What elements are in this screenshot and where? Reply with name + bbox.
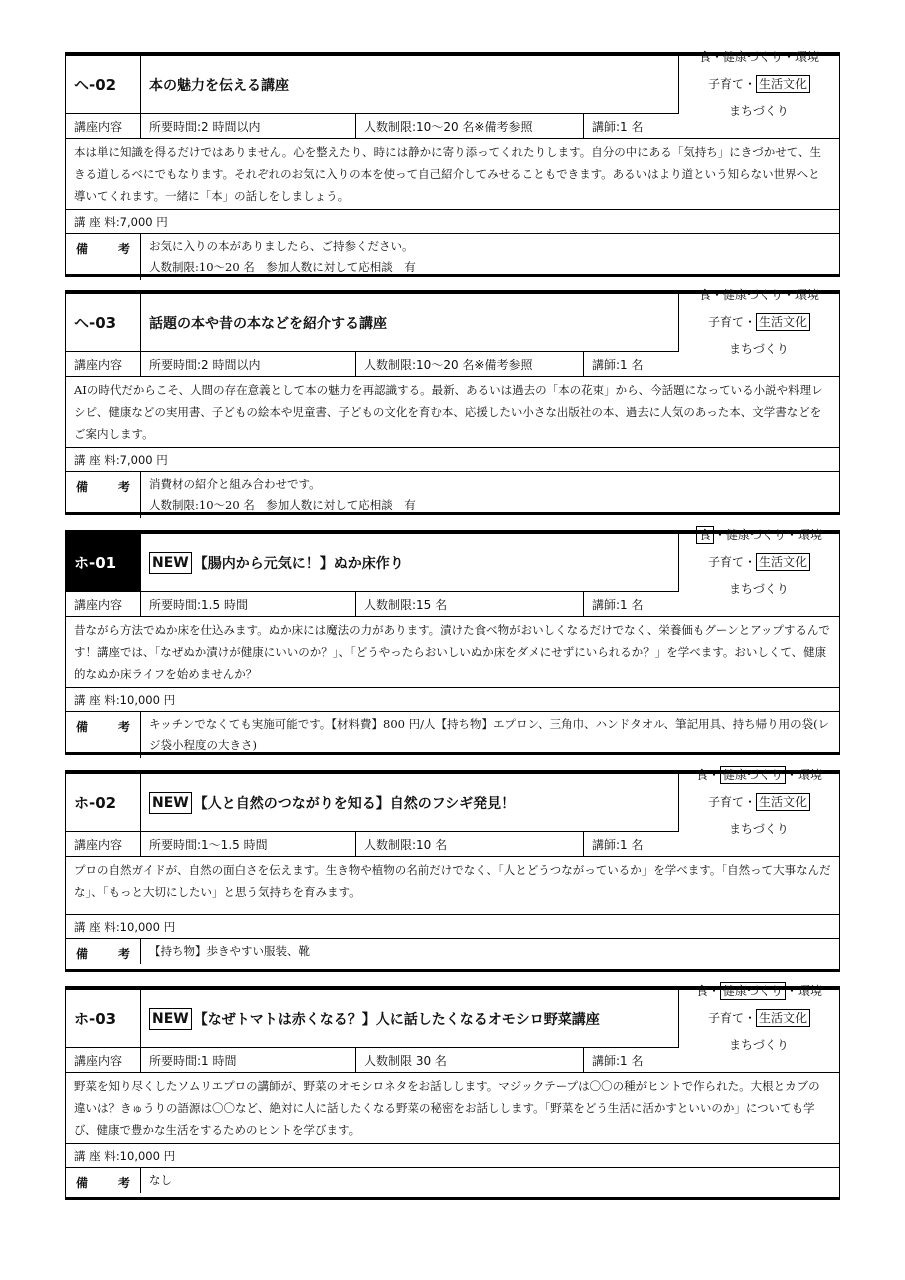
category-community: まちづくり <box>729 822 789 836</box>
category-line-1 <box>696 522 822 549</box>
category-environment: 環境 <box>795 288 820 302</box>
notes-label <box>66 712 141 758</box>
duration: 所要時間:1～1.5 時間 <box>141 832 356 856</box>
separator: ・ <box>710 288 723 302</box>
separator: ・ <box>713 528 726 542</box>
capacity: 人数制限:10～20 名※備考参照 <box>356 352 584 376</box>
separator: ・ <box>786 528 799 542</box>
course-meta <box>66 831 679 856</box>
category-lifestyle-culture-selected: 生活文化 <box>756 75 810 93</box>
notes-text <box>141 472 839 518</box>
instructors: 講師:1 名 <box>592 597 644 612</box>
capacity: 人数制限:15 名 <box>356 592 584 616</box>
notes-label <box>66 234 141 280</box>
separator: ・ <box>743 315 756 329</box>
course-description: 昔ながら方法でぬか床を仕込みます。ぬか床には魔法の力があります。漬けた食べ物がおいしくなるだけでなく、栄養価もグーンとアップするんです！講座では、「なぜぬか漬けが健康にいいのか？」、「どうやったらおいしいぬか床をダメにせずにいられるか？」を学べます。おいしくて、健康的なぬか床ライフを始めませんか？ <box>66 616 839 687</box>
category-line-2 <box>708 309 810 336</box>
separator: ・ <box>783 288 796 302</box>
instructors: 講師:1 名 <box>592 837 644 852</box>
notes-label-char: 備 <box>76 1176 89 1190</box>
duration: 所要時間:2 時間以内 <box>141 352 356 376</box>
notes-label-char: 備 <box>76 947 89 961</box>
course-description: 野菜を知り尽くしたソムリエプロの講師が、野菜のオモシロネタをお話しします。マジックテープは〇〇の種がヒントで作られた。大根とカブの違いは？きゅうりの語源は〇〇など、絶対に人に話したくなる野菜の秘密をお話しします。「野菜をどう生活に活かすといいのか」についても学び、健康で豊かな生活をするためのヒントを学びます。 <box>66 1072 839 1143</box>
course-header <box>66 50 839 118</box>
course-card <box>65 986 840 1200</box>
category-health-selected: 健康づくり <box>720 766 786 784</box>
notes-text <box>141 1168 839 1193</box>
category-line-2 <box>708 71 810 98</box>
category-line-1 <box>699 44 819 71</box>
note-line: 人数制限:10～20 名 参加人数に対して応相談 有 <box>149 498 416 512</box>
instructors: 講師:1 名 <box>592 1053 644 1068</box>
notes-label-char: 備 <box>76 720 89 734</box>
course-header <box>66 984 839 1052</box>
category-childcare: 子育て <box>707 795 744 809</box>
course-card <box>65 770 840 972</box>
category-lifestyle-culture-selected: 生活文化 <box>756 1009 810 1027</box>
notes-text <box>141 234 839 280</box>
category-community: まちづくり <box>729 342 789 356</box>
category-environment: 環境 <box>798 528 823 542</box>
course-header <box>66 768 839 836</box>
instructors: 講師:1 名 <box>592 357 644 372</box>
notes-label-char: 考 <box>117 720 130 734</box>
fee-value: :7,000 円 <box>115 214 168 229</box>
category-list <box>679 288 839 356</box>
course-title-text: 本の魅力を伝える講座 <box>149 77 289 94</box>
note-line: キッチンでなくても実施可能です。【材料費】800 円/人【持ち物】エプロン、三角巾、ハンドタオル、筆記用具、持ち帰り用の袋(レジ袋小程度の大きさ) <box>149 717 830 752</box>
course-title <box>141 774 679 831</box>
separator: ・ <box>743 795 756 809</box>
course-notes <box>66 233 839 280</box>
notes-label <box>66 1168 141 1193</box>
notes-label-char: 備 <box>76 480 89 494</box>
category-line-1 <box>696 762 822 789</box>
duration: 所要時間:1.5 時間 <box>141 592 356 616</box>
content-label: 講座内容 <box>66 832 141 856</box>
category-childcare: 子育て <box>707 555 744 569</box>
category-line-2 <box>708 549 810 576</box>
course-description: 本は単に知識を得るだけではありません。心を整えたり、時には静かに寄り添ってくれたりします。自分の中にある「気持ち」にきづかせて、生きる道しるべにでもなります。それぞれのお気に入りの本を使って自己紹介してみせることもできます。あるいはより道という知らない世界へと導いてくれます。一緒に「本」の話しをしましょう。 <box>66 138 839 209</box>
fee-label: 講 座 料 <box>74 214 116 229</box>
course-title <box>141 294 679 351</box>
content-label: 講座内容 <box>66 114 141 138</box>
course-meta <box>66 591 679 616</box>
course-title-text: 【人と自然のつながりを知る】自然のフシギ発見！ <box>193 795 516 812</box>
category-food-selected: 食 <box>696 526 714 544</box>
category-food: 食 <box>695 984 708 998</box>
category-lifestyle-culture-selected: 生活文化 <box>756 793 810 811</box>
course-header <box>66 288 839 356</box>
course-header <box>66 528 839 596</box>
notes-label-char: 考 <box>117 242 130 256</box>
course-description: プロの自然ガイドが、自然の面白さを伝えます。生き物や植物の名前だけでなく、「人とどうつながっているか」を学べます。「自然って大事なんだな」、「もっと大切にしたい」と思う気持ちを育みます。 <box>66 856 839 914</box>
separator: ・ <box>786 768 799 782</box>
course-title <box>141 56 679 113</box>
new-badge: NEW <box>149 1008 192 1030</box>
course-card <box>65 52 840 277</box>
category-childcare: 子育て <box>707 77 744 91</box>
course-meta <box>66 1047 679 1072</box>
new-badge: NEW <box>149 792 192 814</box>
note-line: 消費材の紹介と組み合わせです。 <box>149 477 321 491</box>
category-line-1 <box>696 978 822 1005</box>
category-food: 食 <box>695 768 708 782</box>
notes-text <box>141 712 839 758</box>
separator: ・ <box>707 984 720 998</box>
category-health: 健康づくり <box>722 288 783 302</box>
category-health-selected: 健康づくり <box>720 982 786 1000</box>
course-code: ヘ-02 <box>66 56 141 113</box>
category-health: 健康づくり <box>722 50 783 64</box>
note-line: なし <box>149 1173 172 1187</box>
category-community: まちづくり <box>729 104 789 118</box>
course-notes <box>66 1167 839 1193</box>
new-badge: NEW <box>149 552 192 574</box>
duration: 所要時間:2 時間以内 <box>141 114 356 138</box>
course-title-text: 【腸内から元気に！】ぬか床作り <box>193 555 404 572</box>
category-line-2 <box>708 789 810 816</box>
content-label: 講座内容 <box>66 352 141 376</box>
course-meta <box>66 113 679 138</box>
separator: ・ <box>707 768 720 782</box>
course-code: ホ-01 <box>66 534 141 591</box>
category-lifestyle-culture-selected: 生活文化 <box>756 313 810 331</box>
course-meta <box>66 351 679 376</box>
capacity: 人数制限:10～20 名※備考参照 <box>356 114 584 138</box>
category-health: 健康づくり <box>725 528 786 542</box>
note-line: 【持ち物】歩きやすい服装、靴 <box>149 944 310 958</box>
fee-label: 講 座 料 <box>74 919 116 934</box>
fee-label: 講 座 料 <box>74 692 116 707</box>
category-line-1 <box>699 282 819 309</box>
separator: ・ <box>710 50 723 64</box>
notes-label <box>66 472 141 518</box>
course-card <box>65 290 840 515</box>
category-lifestyle-culture-selected: 生活文化 <box>756 553 810 571</box>
category-environment: 環境 <box>795 50 820 64</box>
fee-value: :7,000 円 <box>115 452 168 467</box>
duration: 所要時間:1 時間 <box>141 1048 356 1072</box>
notes-label-char: 考 <box>117 1176 130 1190</box>
category-line-2 <box>708 1005 810 1032</box>
notes-label-char: 考 <box>117 947 130 961</box>
separator: ・ <box>783 50 796 64</box>
course-title-text: 話題の本や昔の本などを紹介する講座 <box>149 315 387 332</box>
fee-value: :10,000 円 <box>115 1148 176 1163</box>
notes-label-char: 備 <box>76 242 89 256</box>
category-childcare: 子育て <box>707 1011 744 1025</box>
fee-label: 講 座 料 <box>74 1148 116 1163</box>
notes-text <box>141 939 839 964</box>
capacity: 人数制限 30 名 <box>356 1048 584 1072</box>
category-community: まちづくり <box>729 1038 789 1052</box>
course-code: ヘ-03 <box>66 294 141 351</box>
course-notes <box>66 938 839 964</box>
notes-label-char: 考 <box>117 480 130 494</box>
separator: ・ <box>743 77 756 91</box>
category-environment: 環境 <box>798 984 823 998</box>
course-fee <box>66 687 839 711</box>
category-list <box>679 528 839 596</box>
separator: ・ <box>743 555 756 569</box>
course-fee <box>66 914 839 938</box>
note-line: 人数制限:10～20 名 参加人数に対して応相談 有 <box>149 260 416 274</box>
fee-value: :10,000 円 <box>115 919 176 934</box>
course-description: AIの時代だからこそ、人間の存在意義として本の魅力を再認識する。最新、あるいは過去の「本の花束」から、今話題になっている小説や料理レシピ、健康などの実用書、子どもの絵本や児童書、子どもの文化を育む本、応援したい小さな出版社の本、過去に人気のあった本、文学書などをご案内します。 <box>66 376 839 447</box>
category-childcare: 子育て <box>707 315 744 329</box>
course-title <box>141 990 679 1047</box>
separator: ・ <box>743 1011 756 1025</box>
course-title <box>141 534 679 591</box>
course-fee <box>66 447 839 471</box>
course-fee <box>66 209 839 233</box>
content-label: 講座内容 <box>66 1048 141 1072</box>
course-notes <box>66 471 839 518</box>
category-food: 食 <box>698 50 711 64</box>
course-code: ホ-03 <box>66 990 141 1047</box>
category-list <box>679 50 839 118</box>
course-title-text: 【なぜトマトは赤くなる？】人に話したくなるオモシロ野菜講座 <box>193 1011 600 1028</box>
category-food: 食 <box>698 288 711 302</box>
category-list <box>679 984 839 1052</box>
capacity: 人数制限:10 名 <box>356 832 584 856</box>
category-list <box>679 768 839 836</box>
instructors: 講師:1 名 <box>592 119 644 134</box>
separator: ・ <box>786 984 799 998</box>
category-environment: 環境 <box>798 768 823 782</box>
course-card <box>65 530 840 755</box>
notes-label <box>66 939 141 964</box>
content-label: 講座内容 <box>66 592 141 616</box>
course-code: ホ-02 <box>66 774 141 831</box>
fee-label: 講 座 料 <box>74 452 116 467</box>
course-fee <box>66 1143 839 1167</box>
course-notes <box>66 711 839 758</box>
fee-value: :10,000 円 <box>115 692 176 707</box>
category-community: まちづくり <box>729 582 789 596</box>
note-line: お気に入りの本がありましたら、ご持参ください。 <box>149 239 414 253</box>
